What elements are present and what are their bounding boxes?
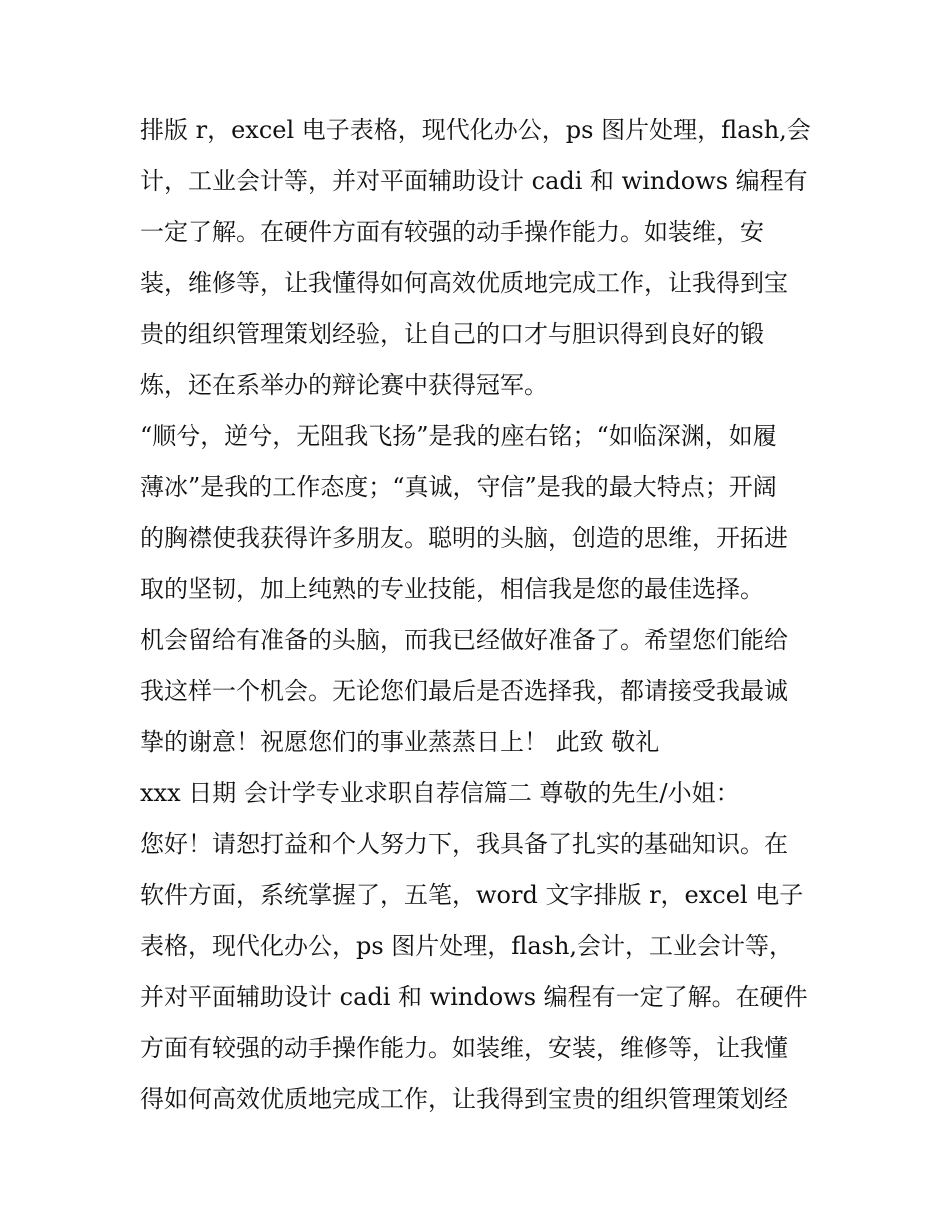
text-line: 的胸襟使我获得许多朋友。聪明的头脑，创造的思维，开拓进 xyxy=(140,524,788,552)
text-line: 炼，还在系举办的辩论赛中获得冠军。 xyxy=(140,371,548,399)
text-line: 您好！请恕打益和个人努力下，我具备了扎实的基础知识。在 xyxy=(140,830,788,858)
text-line: “顺兮，逆兮，无阻我飞扬”是我的座右铭；“如临深渊，如履 xyxy=(140,422,777,450)
text-line: 并对平面辅助设计 cadi 和 windows 编程有一定了解。在硬件 xyxy=(140,983,808,1011)
text-line: 薄冰”是我的工作态度；“真诚，守信”是我的最大特点；开阔 xyxy=(140,473,777,501)
text-line: 软件方面，系统掌握了，五笔，word 文字排版 r，excel 电子 xyxy=(140,881,804,909)
text-line: 计，工业会计等，并对平面辅助设计 cadi 和 windows 编程有 xyxy=(140,167,808,195)
text-line: 一定了解。在硬件方面有较强的动手操作能力。如装维，安 xyxy=(140,218,764,246)
text-line: 排版 r，excel 电子表格，现代化办公，ps 图片处理，flash,会 xyxy=(140,116,811,144)
text-line: 装，维修等，让我懂得如何高效优质地完成工作，让我得到宝 xyxy=(140,269,788,297)
text-line: 机会留给有准备的头脑，而我已经做好准备了。希望您们能给 xyxy=(140,626,788,654)
text-line: 方面有较强的动手操作能力。如装维，安装，维修等，让我懂 xyxy=(140,1034,788,1062)
text-line: 挚的谢意！祝愿您们的事业蒸蒸日上！ 此致 敬礼 xyxy=(140,728,660,756)
text-line: 得如何高效优质地完成工作，让我得到宝贵的组织管理策划经 xyxy=(140,1085,788,1113)
text-line: 表格，现代化办公，ps 图片处理，flash,会计，工业会计等， xyxy=(140,932,794,960)
text-line: 取的坚韧，加上纯熟的专业技能，相信我是您的最佳选择。 xyxy=(140,575,764,603)
text-line: xxx 日期 会计学专业求职自荐信篇二 尊敬的先生/小姐： xyxy=(140,779,740,807)
text-line: 贵的组织管理策划经验，让自己的口才与胆识得到良好的锻 xyxy=(140,320,764,348)
document-body xyxy=(140,105,820,1125)
text-line: 我这样一个机会。无论您们最后是否选择我，都请接受我最诚 xyxy=(140,677,788,705)
